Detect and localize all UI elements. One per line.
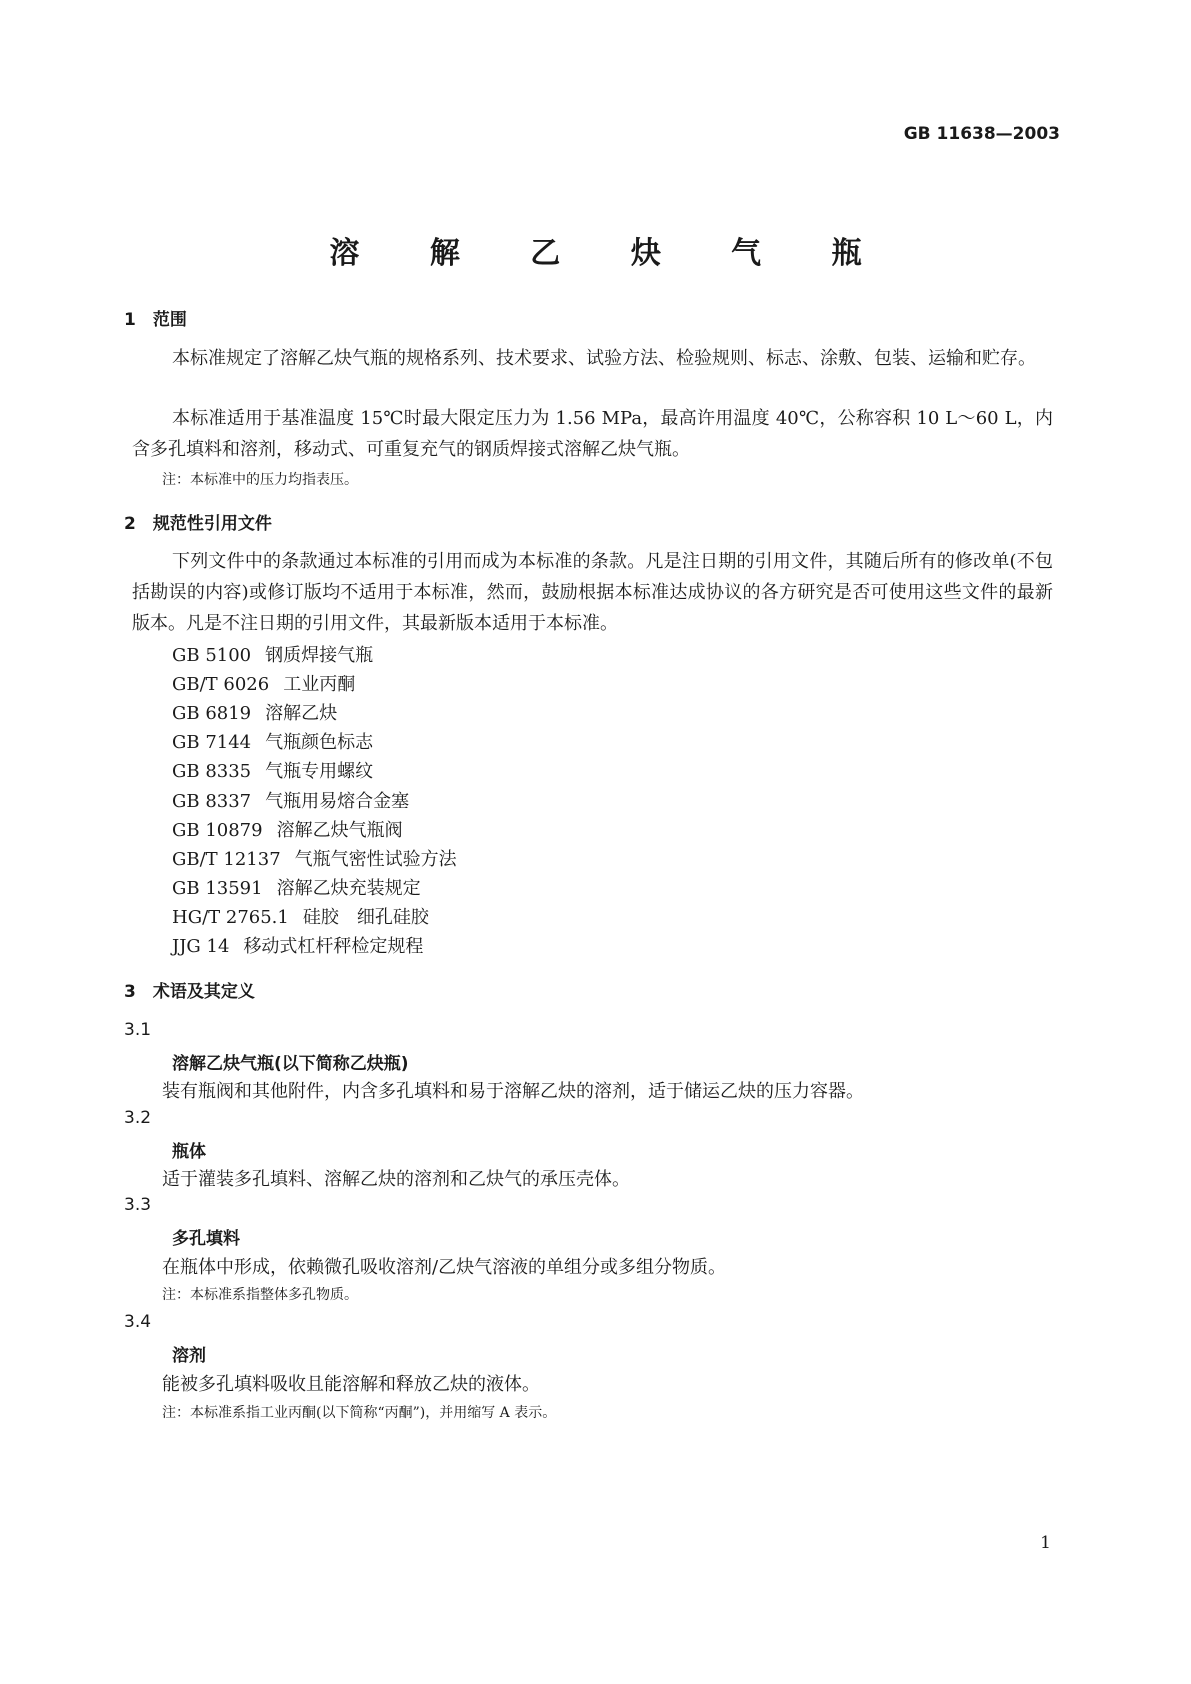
reference-item	[172, 787, 409, 813]
reference-code: GB 7144	[172, 732, 252, 753]
section-2-heading: 2 规范性引用文件	[124, 514, 272, 534]
reference-code: JJG 14	[172, 936, 230, 957]
reference-item	[172, 641, 373, 667]
reference-title: 气瓶用易熔合金塞	[265, 791, 410, 812]
reference-title: 工业丙酮	[283, 674, 356, 695]
reference-title: 硅胶 细孔硅胶	[302, 907, 429, 928]
term-note: 注：本标准系指工业丙酮(以下简称“丙酮”)，并用缩写 A 表示。	[162, 1405, 557, 1421]
term-name: 瓶体	[172, 1142, 206, 1162]
reference-title: 气瓶颜色标志	[265, 732, 374, 753]
reference-item	[172, 757, 373, 783]
reference-code: GB/T 6026	[172, 674, 270, 695]
reference-code: GB 5100	[172, 645, 252, 666]
reference-title: 溶解乙炔	[265, 703, 338, 724]
reference-item	[172, 670, 355, 696]
section-1-note: 注：本标准中的压力均指表压。	[162, 472, 358, 488]
reference-code: GB 13591	[172, 878, 263, 899]
section-1-paragraph-2: 本标准适用于基准温度 15℃时最大限定压力为 1.56 MPa，最高许用温度 40℃，公称容积 10 L～60 L，内含多孔填料和溶剂，移动式、可重复充气的钢质焊接式溶解乙炔气瓶。	[132, 408, 1053, 460]
document-code: GB 11638—2003	[903, 124, 1060, 144]
reference-item	[172, 845, 457, 871]
reference-title: 气瓶气密性试验方法	[294, 849, 457, 870]
reference-item	[172, 728, 373, 754]
reference-title: 气瓶专用螺纹	[265, 761, 374, 782]
reference-item	[172, 816, 403, 842]
term-name: 多孔填料	[172, 1229, 240, 1249]
reference-title: 溶解乙炔气瓶阀	[276, 820, 403, 841]
reference-item	[172, 932, 423, 958]
reference-code: GB/T 12137	[172, 849, 281, 870]
reference-title: 钢质焊接气瓶	[265, 645, 374, 666]
document-title: 溶 解 乙 炔 气 瓶	[329, 236, 892, 271]
term-name: 溶解乙炔气瓶(以下简称乙炔瓶)	[172, 1054, 409, 1074]
reference-item	[172, 903, 429, 929]
term-definition: 适于灌装多孔填料、溶解乙炔的溶剂和乙炔气的承压壳体。	[162, 1169, 630, 1190]
reference-item	[172, 699, 337, 725]
term-definition: 在瓶体中形成，依赖微孔吸收溶剂/乙炔气溶液的单组分或多组分物质。	[162, 1257, 727, 1278]
reference-code: GB 8335	[172, 761, 252, 782]
reference-title: 溶解乙炔充装规定	[276, 878, 421, 899]
term-name: 溶剂	[172, 1346, 206, 1366]
term-number: 3.1	[124, 1020, 152, 1040]
term-number: 3.3	[124, 1195, 152, 1215]
section-1-paragraph-1: 本标准规定了溶解乙炔气瓶的规格系列、技术要求、试验方法、检验规则、标志、涂敷、包装、运输和贮存。	[172, 348, 1036, 369]
reference-code: GB 6819	[172, 703, 252, 724]
term-definition: 能被多孔填料吸收且能溶解和释放乙炔的液体。	[162, 1374, 540, 1395]
section-2-paragraph: 下列文件中的条款通过本标准的引用而成为本标准的条款。凡是注日期的引用文件，其随后所有的修改单(不包括勘误的内容)或修订版均不适用于本标准，然而，鼓励根据本标准达成协议的各方研究是否可使用这些文件的最新版本。凡是不注日期的引用文件，其最新版本适用于本标准。	[132, 551, 1053, 634]
term-number: 3.2	[124, 1108, 152, 1128]
section-3-heading: 3 术语及其定义	[124, 982, 255, 1002]
reference-code: HG/T 2765.1	[172, 907, 289, 928]
section-1-heading: 1 范围	[124, 310, 187, 330]
term-definition: 装有瓶阀和其他附件，内含多孔填料和易于溶解乙炔的溶剂，适于储运乙炔的压力容器。	[162, 1081, 864, 1102]
reference-item	[172, 874, 421, 900]
reference-code: GB 10879	[172, 820, 263, 841]
reference-title: 移动式杠杆秤检定规程	[243, 936, 424, 957]
page-number: 1	[1040, 1533, 1051, 1553]
term-number: 3.4	[124, 1312, 152, 1332]
term-note: 注：本标准系指整体多孔物质。	[162, 1287, 358, 1303]
reference-code: GB 8337	[172, 791, 252, 812]
